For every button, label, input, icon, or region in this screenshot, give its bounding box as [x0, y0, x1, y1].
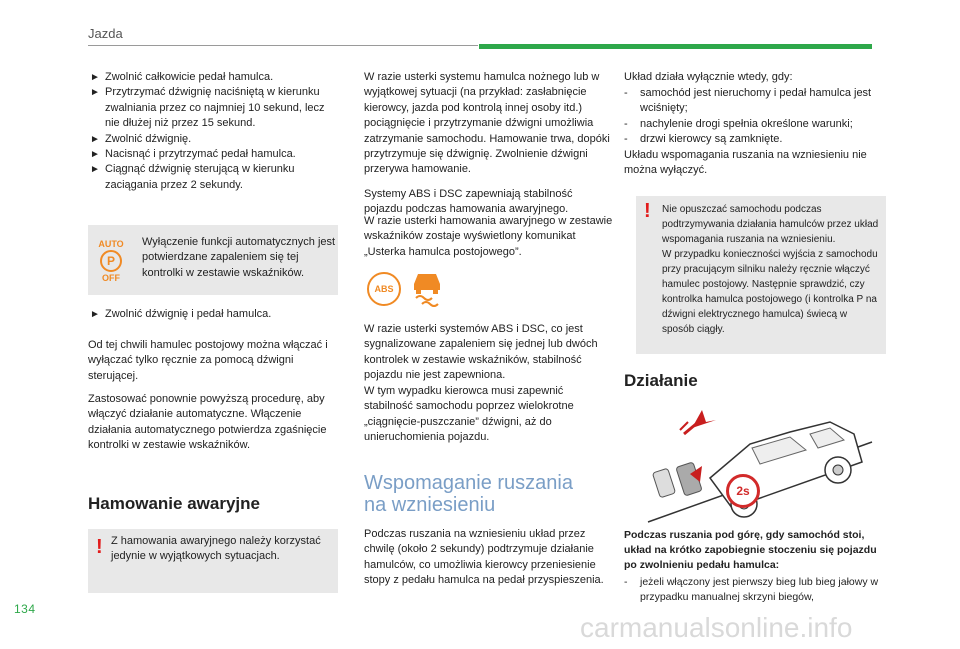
conditions-list: [624, 86, 886, 148]
paragraph: W tym wypadku kierowca musi zapewnić stabilność samochodu poprzez wielokrotne „ciągnięcie-puszczanie” dźwigni, aż do unieruchomienia pojazdu.: [364, 385, 574, 444]
arrow-bullet-icon: ►: [90, 149, 100, 161]
arrow-bullet-icon: ►: [90, 309, 100, 320]
auto-off-note: Wyłączenie funkcji automatycznych jest potwierdzane zapaleniem się tej kontrolki w zestawie wskaźników.: [142, 236, 336, 279]
conditions-list-wrap: [624, 86, 886, 148]
watermark: carmanualsonline.info: [580, 612, 853, 643]
list-item: ► Przytrzymać dźwignię naciśniętą w kierunku zwalniania przez co najmniej 10 sekund, lecz nie dłużej niż przez 15 sekund.: [90, 86, 325, 130]
two-second-badge-icon: 2s: [726, 474, 760, 508]
paragraph: W razie usterki hamowania awaryjnego w zestawie wskaźników zostaje wyświetlony komunikat „Usterka hamulca postojowego”.: [364, 215, 613, 258]
arrow-bullet-icon: ►: [90, 72, 100, 83]
abs-warning-icon: ABS: [367, 272, 401, 306]
paragraph: Zastosować ponownie powyższą procedurę, aby włączyć działanie automatyczne. Włączenie działania automatycznego potwierdza zgaśnięcie kontrolki w zestawie wskaźników.: [88, 393, 327, 452]
stability-control-icon: [410, 268, 444, 308]
operation-conditions-list: [624, 575, 886, 605]
list-item: ► Zwolnić całkowicie pedał hamulca.: [88, 70, 338, 85]
list-item: - samochód jest nieruchomy i pedał hamulca jest wciśnięty;: [624, 87, 872, 115]
emergency-warning-text: Z hamowania awaryjnego należy korzystać jedynie w wyjątkowych sytuacjach.: [111, 535, 321, 563]
list-item: - nachylenie drogi spełnia określone warunki;: [624, 117, 853, 130]
list-item: ► Ciągnąć dźwignię sterującą w kierunku zaciągania przez 2 sekundy.: [90, 163, 295, 191]
paragraph: Układ działa wyłącznie wtedy, gdy:: [624, 71, 793, 83]
operation-description: Podczas ruszania pod górę, gdy samochód stoi, układ na krótko zapobiegnie stoczeniu się pojazdu po zwolnieniu pedału hamulca:: [624, 529, 877, 571]
header-accent-bar: [479, 44, 872, 49]
paragraph: Podczas ruszania na wzniesieniu układ przez chwilę (około 2 sekundy) podtrzymuje działanie hamulców, co umożliwia kierowcy przeniesienie stopy z pedału hamulca na pedał przyspieszenia.: [364, 528, 604, 587]
page-number: 134: [14, 602, 36, 616]
header-divider: [88, 45, 478, 46]
arrow-bullet-icon: ►: [90, 87, 100, 99]
arrow-bullet-icon: ►: [90, 133, 100, 145]
hill-start-warning-text: Nie opuszczać samochodu podczas podtrzymywania działania hamulców przez układ wspomagania ruszania na wzniesieniu. W przypadku konieczności wyjścia z samochodu przy pracującym silniku należy ręcznie włączyć hamulec postojowy. Następnie sprawdzić, czy kontrolka hamulca postojowego (i kontrolka P na dźwigni elektrycznego hamulca) świecą w sposób ciągły.: [662, 204, 879, 335]
paragraph: Układu wspomagania ruszania na wzniesieniu nie można wyłączyć.: [624, 149, 867, 177]
column-1-lower: [88, 307, 338, 322]
list-item: - drzwi kierowcy są zamknięte.: [624, 133, 783, 146]
hill-start-assist-heading: Wspomaganie ruszania na wzniesieniu: [364, 472, 573, 516]
list-item: ► Nacisnąć i przytrzymać pedał hamulca.: [88, 147, 338, 162]
arrow-bullet-icon: ►: [90, 164, 100, 176]
warning-exclamation-icon: !: [644, 200, 651, 222]
section-title: Jazda: [88, 26, 123, 41]
column-1: [88, 70, 338, 193]
list-item: ► Zwolnić dźwignię.: [88, 132, 338, 147]
steps-list-1: [88, 70, 338, 193]
paragraph: W razie usterki systemów ABS i DSC, co jest sygnalizowane zapaleniem się jednej lub dwóch kontrolek w zestawie wskaźników, stabilność pojazdu nie jest zapewniona.: [364, 323, 598, 382]
operation-heading: Działanie: [624, 371, 698, 390]
warning-exclamation-icon: !: [96, 536, 103, 558]
operation-conditions-wrap: [624, 575, 886, 605]
emergency-braking-heading: Hamowanie awaryjne: [88, 494, 260, 513]
list-item: - jeżeli włączony jest pierwszy bieg lub bieg jałowy w przypadku manualnej skrzyni biegów,: [624, 576, 879, 603]
list-item: ► Zwolnić dźwignię i pedał hamulca.: [88, 307, 338, 322]
paragraph: Od tej chwili hamulec postojowy można włączać i wyłączać tylko ręcznie za pomocą dźwigni sterującej.: [88, 339, 328, 382]
steps-list-2: [88, 307, 338, 322]
paragraph: W razie usterki systemu hamulca nożnego lub w wyjątkowej sytuacji (na przykład: zasłabnięcie kierowcy, jazda pod kontrolą innej osoby itd.) pociągnięcie i przytrzymanie dźwigni umożliwia zatrzymanie samochodu. Hamowanie trwa, dopóki przytrzymuje się dźwignię. Zwolnienie dźwigni przerywa hamowanie.: [364, 71, 610, 176]
auto-park-off-icon: AUTO P OFF: [98, 239, 124, 283]
hill-start-illustration: [640, 404, 876, 524]
paragraph: Systemy ABS i DSC zapewniają stabilność pojazdu podczas hamowania awaryjnego.: [364, 188, 573, 216]
